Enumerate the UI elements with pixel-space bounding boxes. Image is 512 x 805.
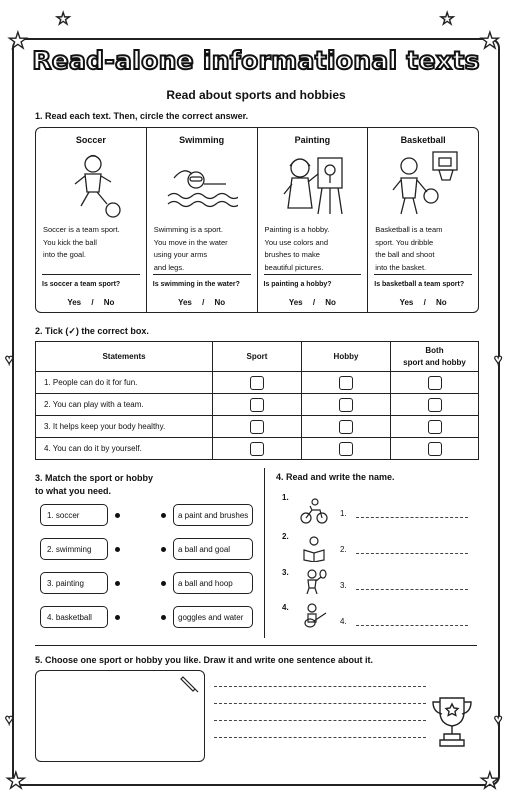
table-row xyxy=(36,372,479,394)
match-right-item[interactable]: a paint and brushes xyxy=(173,504,253,526)
question-5-instruction: 5. Choose one sport or hobby you like. Draw it and write one sentence about it. xyxy=(35,655,374,665)
card-question: Is painting a hobby? xyxy=(263,281,332,288)
star-icon: ★ xyxy=(480,28,500,53)
match-left-item[interactable]: 4. basketball xyxy=(40,606,108,628)
card-divider xyxy=(42,274,140,275)
card-text: Soccer is a team sport. You kick the ball into the goal. xyxy=(43,225,120,259)
reader-icon xyxy=(300,536,328,562)
question-2-instruction: 2. Tick (✓) the correct box. xyxy=(35,326,149,336)
item-number: 4. xyxy=(282,603,289,612)
answer-label: 1. xyxy=(340,509,347,518)
basketball-player-icon xyxy=(387,150,459,220)
match-right-item[interactable]: a ball and goal xyxy=(173,538,253,560)
card-swimming xyxy=(147,128,258,312)
both-checkbox[interactable] xyxy=(428,420,442,434)
match-dot[interactable] xyxy=(161,513,166,518)
answer-label: 4. xyxy=(340,617,347,626)
both-checkbox[interactable] xyxy=(428,398,442,412)
card-divider xyxy=(264,274,362,275)
section-divider xyxy=(35,645,477,646)
match-left-item[interactable]: 2. swimming xyxy=(40,538,108,560)
trophy-icon xyxy=(430,694,474,750)
page-subtitle: Read about sports and hobbies xyxy=(166,88,346,102)
header-statements: Statements xyxy=(36,342,213,372)
section-divider xyxy=(264,468,265,638)
match-left-item[interactable]: 1. soccer xyxy=(40,504,108,526)
writing-line[interactable] xyxy=(214,737,426,738)
statement: 3. It helps keep your body healthy. xyxy=(36,416,213,438)
hobby-checkbox[interactable] xyxy=(339,420,353,434)
hobby-checkbox[interactable] xyxy=(339,442,353,456)
match-dot[interactable] xyxy=(115,581,120,586)
hobby-checkbox[interactable] xyxy=(339,398,353,412)
writing-line[interactable] xyxy=(214,686,426,687)
question-1-instruction: 1. Read each text. Then, circle the correct answer. xyxy=(35,111,249,121)
answer-line[interactable] xyxy=(356,553,468,554)
both-checkbox[interactable] xyxy=(428,376,442,390)
answer-line[interactable] xyxy=(356,625,468,626)
header-both: Both sport and hobby xyxy=(391,342,479,372)
header-sport: Sport xyxy=(213,342,302,372)
card-divider xyxy=(374,274,472,275)
sport-checkbox[interactable] xyxy=(250,420,264,434)
hobby-checkbox[interactable] xyxy=(339,376,353,390)
match-dot[interactable] xyxy=(161,547,166,552)
question-3-instruction: 3. Match the sport or hobby to what you need. xyxy=(35,473,154,496)
card-text: Painting is a hobby. You use colors and brushes to make beautiful pictures. xyxy=(264,225,330,272)
yes-no-choice[interactable]: Yes / No xyxy=(399,298,447,307)
card-painting xyxy=(258,128,369,312)
cyclist-icon xyxy=(300,498,328,524)
match-dot[interactable] xyxy=(115,615,120,620)
sport-checkbox[interactable] xyxy=(250,442,264,456)
page-title: Read-alone informational texts xyxy=(32,46,480,75)
heart-icon: ♥ xyxy=(494,711,503,727)
heart-icon: ♥ xyxy=(494,351,503,367)
writing-line[interactable] xyxy=(214,703,426,704)
question-4-instruction: 4. Read and write the name. xyxy=(276,472,395,482)
both-checkbox[interactable] xyxy=(428,442,442,456)
guitarist-icon xyxy=(300,603,328,629)
answer-label: 3. xyxy=(340,581,347,590)
card-divider xyxy=(153,274,251,275)
item-number: 1. xyxy=(282,493,289,502)
answer-label: 2. xyxy=(340,545,347,554)
card-question: Is swimming in the water? xyxy=(152,281,240,288)
swimmer-icon xyxy=(166,150,238,220)
heart-icon: ♥ xyxy=(5,711,14,727)
match-left-item[interactable]: 3. painting xyxy=(40,572,108,594)
yes-no-choice[interactable]: Yes / No xyxy=(288,298,336,307)
star-icon: ★ xyxy=(440,11,455,28)
heart-icon: ♥ xyxy=(5,351,14,367)
soccer-player-icon xyxy=(55,150,127,220)
header-hobby: Hobby xyxy=(302,342,391,372)
tick-table xyxy=(35,341,479,460)
card-text: Swimming is a sport. You move in the water using your arms and legs. xyxy=(153,225,228,272)
star-icon: ★ xyxy=(56,11,71,28)
match-dot[interactable] xyxy=(161,581,166,586)
card-title: Soccer xyxy=(75,135,106,145)
table-row xyxy=(36,438,479,460)
statement: 2. You can play with a team. xyxy=(36,394,213,416)
statement: 1. People can do it for fun. xyxy=(36,372,213,394)
card-question: Is basketball a team sport? xyxy=(374,281,465,288)
table-row xyxy=(36,394,479,416)
card-text: Basketball is a team sport. You dribble the ball and shoot into the basket. xyxy=(375,225,443,272)
yes-no-choice[interactable]: Yes / No xyxy=(178,298,226,307)
star-icon: ★ xyxy=(6,768,26,793)
answer-line[interactable] xyxy=(356,517,468,518)
pencil-icon xyxy=(180,674,200,694)
tennis-player-icon xyxy=(300,568,328,594)
card-title: Swimming xyxy=(179,135,225,145)
table-row xyxy=(36,416,479,438)
sport-checkbox[interactable] xyxy=(250,376,264,390)
answer-line[interactable] xyxy=(356,589,468,590)
card-title: Painting xyxy=(294,135,331,145)
match-right-item[interactable]: goggles and water xyxy=(173,606,253,628)
yes-no-choice[interactable]: Yes / No xyxy=(67,298,115,307)
match-dot[interactable] xyxy=(161,615,166,620)
painter-icon xyxy=(276,150,348,220)
writing-line[interactable] xyxy=(214,720,426,721)
card-title: Basketball xyxy=(400,135,446,145)
card-basketball xyxy=(368,128,478,312)
card-question: Is soccer a team sport? xyxy=(42,281,121,288)
card-soccer xyxy=(36,128,147,312)
match-dot[interactable] xyxy=(115,513,120,518)
star-icon: ★ xyxy=(480,768,500,793)
match-dot[interactable] xyxy=(115,547,120,552)
item-number: 3. xyxy=(282,568,289,577)
statement: 4. You can do it by yourself. xyxy=(36,438,213,460)
star-icon: ★ xyxy=(8,28,28,53)
item-number: 2. xyxy=(282,532,289,541)
reading-cards xyxy=(35,127,479,313)
match-right-item[interactable]: a ball and hoop xyxy=(173,572,253,594)
sport-checkbox[interactable] xyxy=(250,398,264,412)
